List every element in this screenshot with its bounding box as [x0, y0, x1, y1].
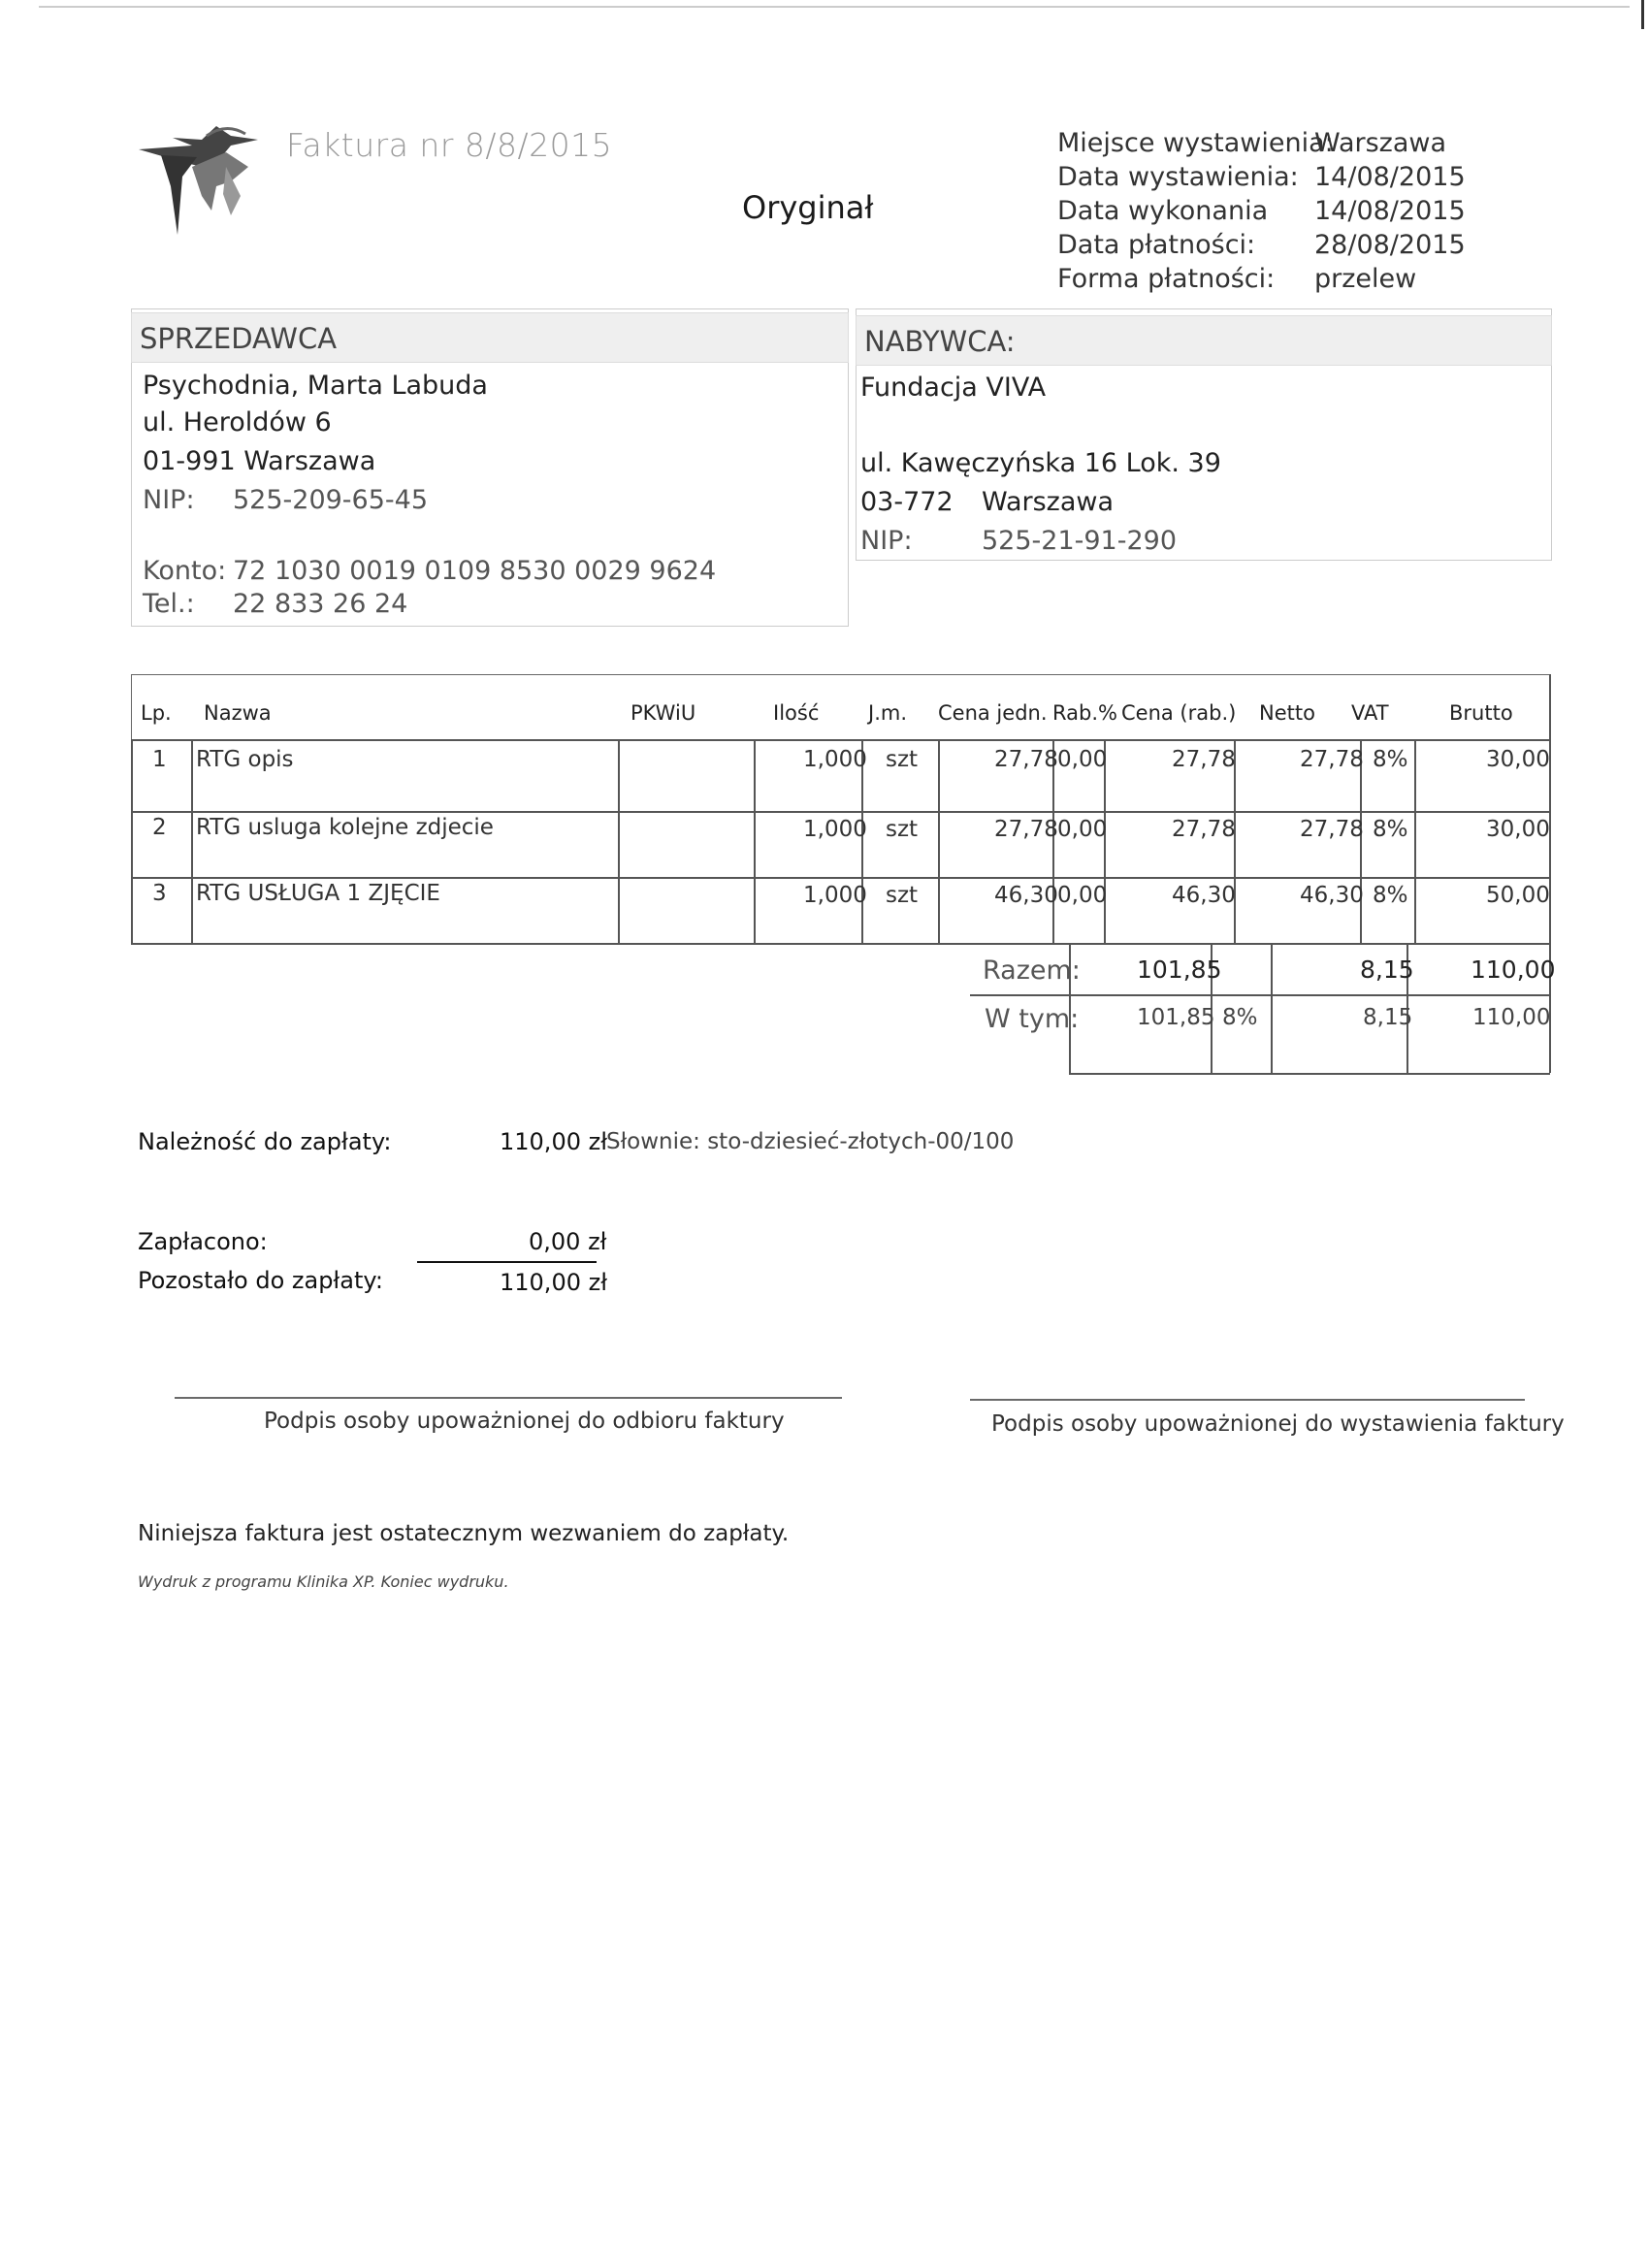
meta-label-issue-date: Data wystawienia: — [1057, 162, 1299, 192]
seller-account: 72 1030 0019 0109 8530 0029 9624 — [233, 556, 717, 586]
issuer-signature-line — [970, 1399, 1525, 1401]
th-name: Nazwa — [204, 701, 272, 725]
buyer-city: Warszawa — [982, 487, 1115, 517]
buyer-nip-label: NIP: — [860, 526, 913, 556]
table-row-3-vat: 8% — [1373, 883, 1408, 908]
th-unit-price: Cena jedn. — [938, 701, 1048, 725]
table-row-3-price-disc: 46,30 — [1172, 883, 1236, 908]
table-row-1-lp: 1 — [152, 747, 167, 772]
wtym-gross: 110,00 — [1472, 1005, 1551, 1030]
table-row-3-gross: 50,00 — [1486, 883, 1550, 908]
table-row-1-unit-price: 27,78 — [994, 747, 1058, 772]
wtym-vat: 8,15 — [1363, 1005, 1413, 1030]
table-row-2-unit: szt — [886, 817, 919, 842]
razem-gross: 110,00 — [1471, 956, 1556, 984]
meta-value-issue-date: 14/08/2015 — [1314, 162, 1466, 192]
th-discount: Rab.% — [1052, 701, 1117, 725]
paid-amount: 0,00 zł — [529, 1228, 607, 1255]
seller-nip-label: NIP: — [143, 485, 195, 515]
meta-value-due-date: 28/08/2015 — [1314, 230, 1466, 260]
seller-heading: SPRZEDAWCA — [131, 312, 849, 363]
wtym-rate: 8% — [1222, 1005, 1258, 1030]
table-row-2-lp: 2 — [152, 815, 167, 840]
amount-due-value: 110,00 zł — [500, 1128, 608, 1155]
table-row-1-name: RTG opis — [196, 747, 294, 772]
table-line — [1414, 739, 1416, 943]
razem-label: Razem: — [983, 956, 1081, 986]
seller-tel: 22 833 26 24 — [233, 589, 408, 619]
table-row-2-discount: 0,00 — [1057, 817, 1108, 842]
table-line — [754, 739, 756, 943]
table-line — [131, 877, 1550, 879]
table-row-2-price-disc: 27,78 — [1172, 817, 1236, 842]
receiver-signature-label: Podpis osoby upoważnionej do odbioru faktury — [264, 1409, 785, 1434]
company-logo — [134, 109, 270, 244]
table-row-1-vat: 8% — [1373, 747, 1408, 772]
remaining-label: Pozostało do zapłaty: — [138, 1267, 383, 1294]
meta-value-payment-form: przelew — [1314, 264, 1417, 294]
table-row-1-discount: 0,00 — [1057, 747, 1108, 772]
table-row-3-name: RTG USŁUGA 1 ZJĘCIE — [196, 881, 440, 906]
table-row-1-qty: 1,000 — [803, 747, 867, 772]
table-row-2-vat: 8% — [1373, 817, 1408, 842]
table-line — [131, 811, 1550, 813]
th-price-disc: Cena (rab.) — [1121, 701, 1237, 725]
table-row-3-discount: 0,00 — [1057, 883, 1108, 908]
meta-label-payment-form: Forma płatności: — [1057, 264, 1276, 294]
final-demand-note: Niniejsza faktura jest ostatecznym wezwaniem do zapłaty. — [138, 1521, 790, 1546]
th-unit: J.m. — [868, 701, 908, 725]
th-qty: Ilość — [773, 701, 820, 725]
meta-label-place: Miejsce wystawienia: — [1057, 128, 1334, 158]
table-row-1-gross: 30,00 — [1486, 747, 1550, 772]
meta-value-place: Warszawa — [1314, 128, 1447, 158]
table-row-1-unit: szt — [886, 747, 919, 772]
printout-note: Wydruk z programu Klinika XP. Koniec wydruku. — [138, 1572, 509, 1591]
table-row-1-price-disc: 27,78 — [1172, 747, 1236, 772]
invoice-title: Faktura nr 8/8/2015 — [286, 126, 613, 164]
th-vat: VAT — [1351, 701, 1389, 725]
remaining-amount: 110,00 zł — [500, 1269, 608, 1296]
original-label: Oryginał — [742, 189, 874, 226]
totals-line — [1069, 1073, 1550, 1075]
table-line — [131, 739, 133, 943]
seller-tel-label: Tel.: — [143, 589, 195, 619]
issuer-signature-label: Podpis osoby upoważnionej do wystawienia faktury — [991, 1411, 1565, 1437]
table-line — [131, 943, 1550, 945]
buyer-heading: NABYWCA: — [856, 315, 1552, 366]
th-gross: Brutto — [1449, 701, 1513, 725]
buyer-street: ul. Kawęczyńska 16 Lok. 39 — [860, 448, 1221, 478]
amount-in-words: Słownie: sto-dziesieć-złotych-00/100 — [606, 1129, 1015, 1154]
th-pkwiu: PKWiU — [630, 701, 696, 725]
buyer-name: Fundacja VIVA — [860, 373, 1047, 403]
table-row-2-qty: 1,000 — [803, 817, 867, 842]
table-row-3-lp: 3 — [152, 881, 167, 906]
meta-label-service-date: Data wykonania — [1057, 196, 1269, 226]
totals-line — [970, 994, 1550, 996]
table-line — [131, 739, 1550, 741]
table-row-3-net: 46,30 — [1300, 883, 1364, 908]
table-line — [938, 739, 940, 943]
table-row-3-qty: 1,000 — [803, 883, 867, 908]
razem-net: 101,85 — [1137, 956, 1222, 984]
buyer-postcode: 03-772 — [860, 487, 954, 517]
th-lp: Lp. — [141, 701, 172, 725]
table-line — [618, 739, 620, 943]
wtym-label: W tym: — [985, 1004, 1080, 1034]
table-row-2-net: 27,78 — [1300, 817, 1364, 842]
page-top-edge — [39, 6, 1630, 8]
table-row-2-name: RTG usluga kolejne zdjecie — [196, 815, 494, 840]
paid-underline — [417, 1261, 597, 1263]
table-row-3-unit-price: 46,30 — [994, 883, 1058, 908]
seller-name: Psychodnia, Marta Labuda — [143, 371, 488, 401]
seller-nip: 525-209-65-45 — [233, 485, 429, 515]
table-row-3-unit: szt — [886, 883, 919, 908]
th-net: Netto — [1259, 701, 1315, 725]
items-table-header-box — [131, 674, 1550, 747]
seller-city: 01-991 Warszawa — [143, 446, 376, 476]
table-row-2-unit-price: 27,78 — [994, 817, 1058, 842]
table-line — [191, 739, 193, 943]
wtym-net: 101,85 — [1137, 1005, 1215, 1030]
buyer-nip: 525-21-91-290 — [982, 526, 1178, 556]
receiver-signature-line — [175, 1397, 842, 1399]
totals-line — [1271, 943, 1273, 1073]
table-row-2-gross: 30,00 — [1486, 817, 1550, 842]
paid-label: Zapłacono: — [138, 1228, 268, 1255]
razem-vat: 8,15 — [1360, 956, 1414, 984]
table-row-1-net: 27,78 — [1300, 747, 1364, 772]
amount-due-label: Należność do zapłaty: — [138, 1128, 392, 1155]
meta-value-service-date: 14/08/2015 — [1314, 196, 1466, 226]
seller-street: ul. Heroldów 6 — [143, 407, 332, 437]
meta-label-due-date: Data płatności: — [1057, 230, 1256, 260]
seller-account-label: Konto: — [143, 556, 227, 586]
page-right-edge — [1641, 0, 1644, 29]
